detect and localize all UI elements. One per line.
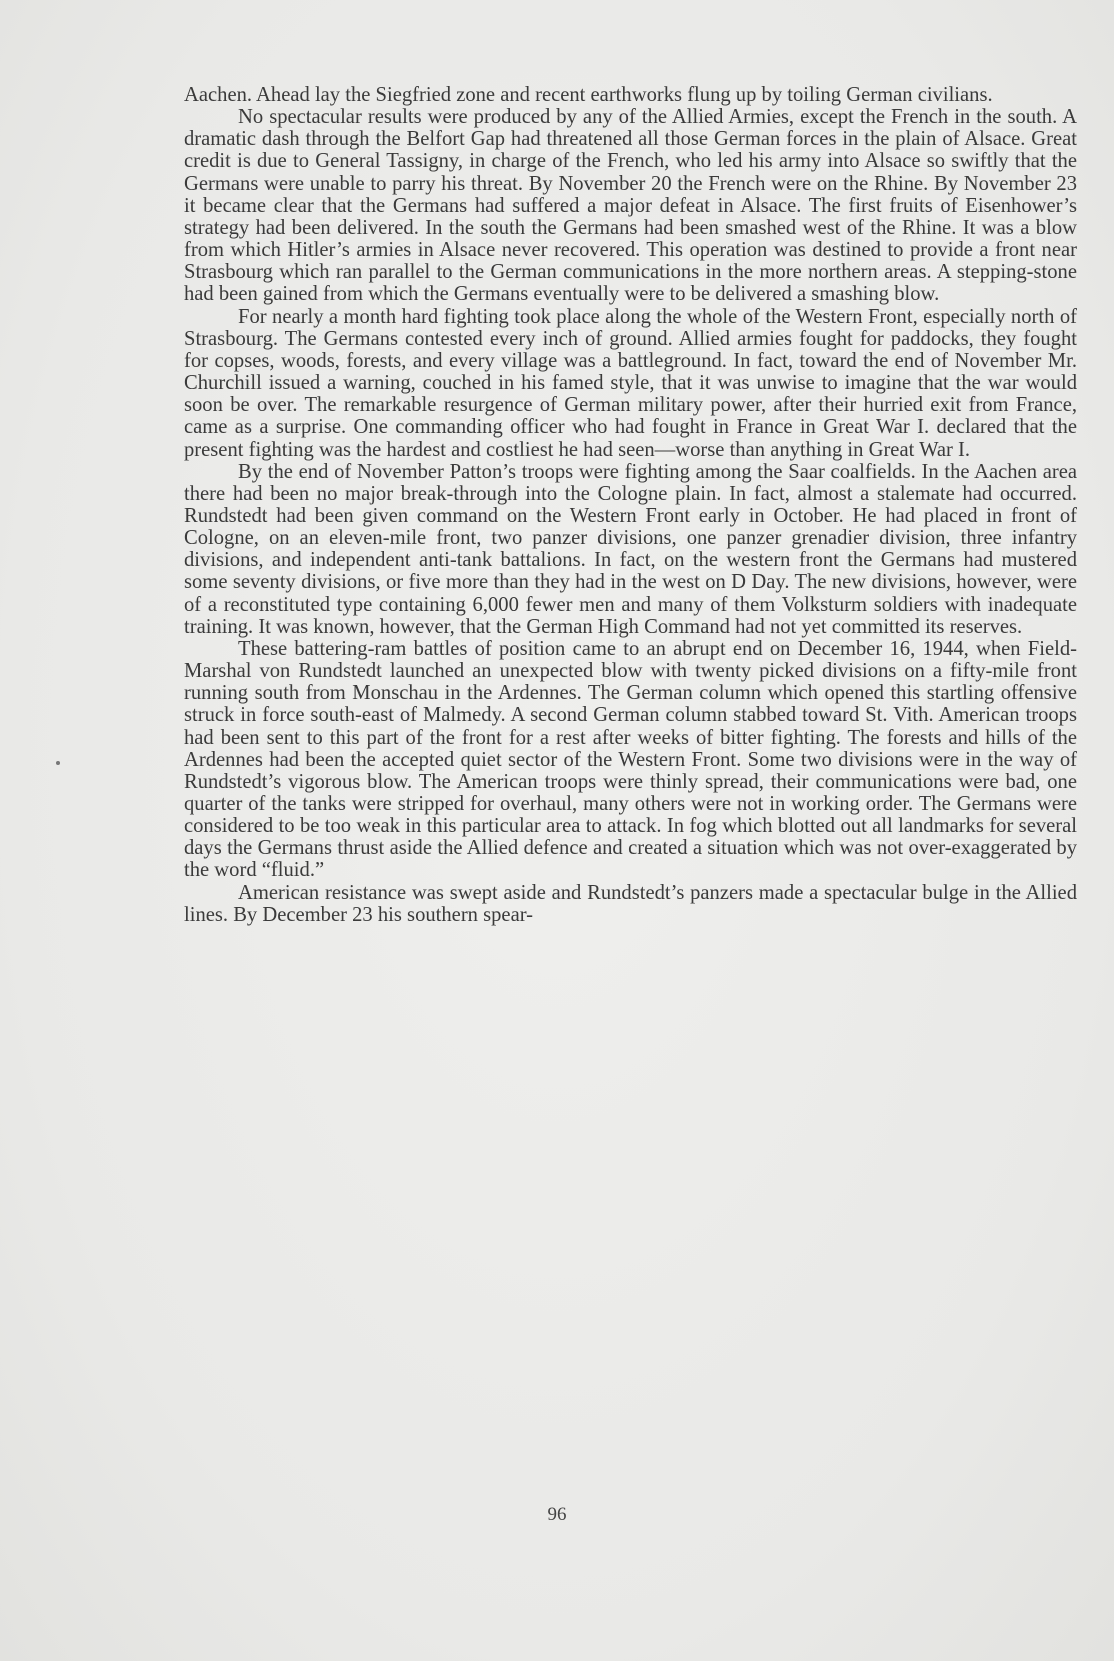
paragraph-3: For nearly a month hard fighting took place along the whole of the Western Front, especially north of Strasbourg. The Germans contested every inch of ground. Allied armies fought for paddocks, they fought for copses, woods, forests, and every village was a battleground. In fact, toward the end of November Mr. Churchill issued a warning, couched in his famed style, that it was unwise to imagine that the war would soon be over. The remarkable resurgence of German military power, after their hurried exit from France, came as a surprise. One commanding officer who had fought in France in Great War I. declared that the present fighting was the hardest and costliest he had seen—worse than anything in Great War I. [184,305,1077,461]
page-number: 96 [547,1504,567,1525]
paragraph-5: These battering-ram battles of position came to an abrupt end on December 16, 1944, when Field-Marshal von Rundstedt launched an unexpected blow with twenty picked divisions on a fifty-mile front running south from Monschau in the Ardennes. The German column which opened this startling offensive struck in force south-east of Malmedy. A second German column stabbed toward St. Vith. American troops had been sent to this part of the front for a rest after weeks of bitter fighting. The forests and hills of the Ardennes had been the accepted quiet sector of the Western Front. Some two divisions were in the way of Rundstedt’s vigorous blow. The American troops were thinly spread, their communications were bad, one quarter of the tanks were stripped for overhaul, many others were not in working order. The Germans were considered to be too weak in this particular area to attack. In fog which blotted out all landmarks for several days the Germans thrust aside the Allied defence and created a situation which was not over-exaggerated by the word “fluid.” [184,637,1077,882]
body-text [184,84,1077,926]
print-speck [56,761,60,765]
paragraph-6: American resistance was swept aside and Rundstedt’s panzers made a spectacular bulge in the Allied lines. By December 23 his southern spear- [184,881,1077,926]
paragraph-2: No spectacular results were produced by any of the Allied Armies, except the French in the south. A dramatic dash through the Belfort Gap had threatened all those German forces in the plain of Alsace. Great credit is due to General Tassigny, in charge of the French, who led his army into Alsace so swiftly that the Germans were unable to parry his threat. By November 20 the French were on the Rhine. By November 23 it became clear that the Germans had suffered a major defeat in Alsace. The first fruits of Eisenhower’s strategy had been delivered. In the south the Germans had been smashed west of the Rhine. It was a blow from which Hitler’s armies in Alsace never recovered. This operation was destined to provide a front near Strasbourg which ran parallel to the German communications in the more northern areas. A stepping-stone had been gained from which the Germans eventually were to be delivered a smashing blow. [184,106,1077,306]
paragraph-1: Aachen. Ahead lay the Siegfried zone and recent earthworks flung up by toiling German civilians. [184,84,993,106]
paragraph-4: By the end of November Patton’s troops were fighting among the Saar coalfields. In the Aachen area there had been no major break-through into the Cologne plain. In fact, almost a stalemate had occurred. Rundstedt had been given command on the Western Front early in October. He had placed in front of Cologne, on an eleven-mile front, two panzer divisions, one panzer grenadier division, three infantry divisions, and independent anti-tank battalions. In fact, on the western front the Germans had mustered some seventy divisions, or five more than they had in the west on D Day. The new divisions, however, were of a reconstituted type containing 6,000 fewer men and many of them Volksturm soldiers with inadequate training. It was known, however, that the German High Command had not yet committed its reserves. [184,460,1077,638]
